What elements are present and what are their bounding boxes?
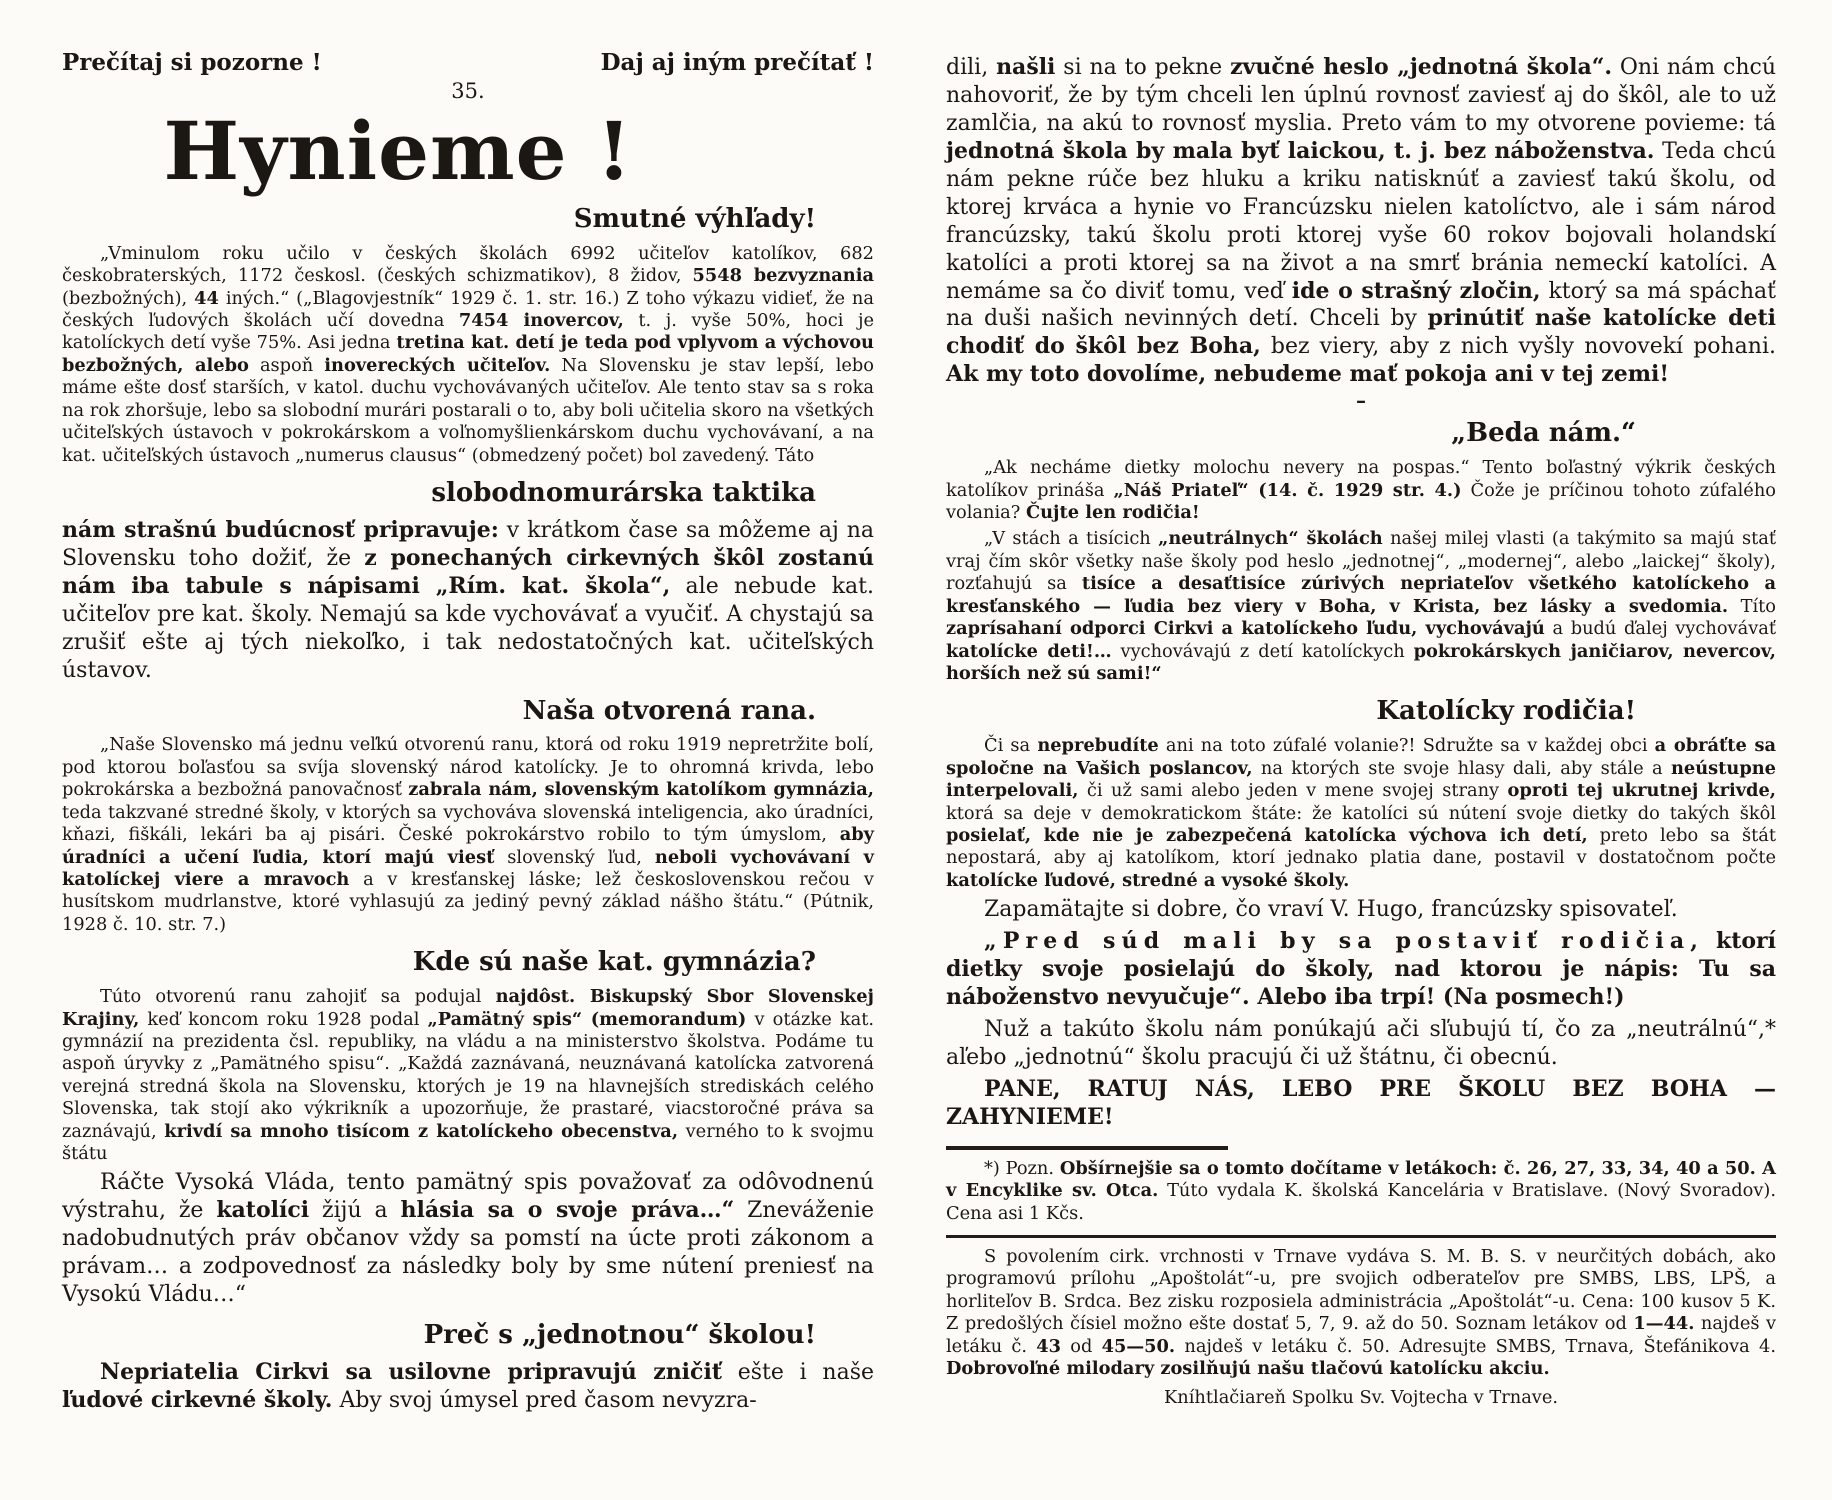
text-run: Títo [1728, 595, 1776, 617]
text-run: preto lebo sa štát nepostará, aby aj katolíkom, ktorí jednako platia dane, postavil v dostatočnom počte [946, 824, 1776, 869]
bold-text-run: pokrokárskych janičiarov, nevercov, horších než sú sami!“ [946, 640, 1776, 684]
bold-text-run: z ponechaných cirkevných škôl zostanú nám iba tabule s nápisami „Rím. kat. škola“, [62, 544, 874, 599]
bold-text-run: katolícke ľudové, stredné a vysoké školy. [946, 869, 1350, 891]
bold-text-run: Dobrovoľné milodary zosilňujú našu tlačovú katolícku akciu. [946, 1358, 1550, 1380]
bold-text-run: neprebudíte [1037, 735, 1159, 757]
text-run: Aby svoj úmysel pred časom nevyzra- [332, 1387, 757, 1413]
text-run: Túto otvorenú ranu zahojiť sa podujal [100, 986, 496, 1008]
text-run: „Vminulom roku učilo v českých školách 6992 učiteľov katolíkov, 682 českobraterských, 1172 českosl. (českých schizmatikov), 8 židov, [62, 242, 874, 287]
text-run: Kníhtlačiareň Spolku Sv. Vojtecha v Trnave. [1163, 1386, 1559, 1408]
bold-text-run: a obráťte sa spoločne na Vašich poslancov, [946, 735, 1776, 779]
paragraph [946, 1016, 1776, 1072]
text-run: v krátkom čase sa môžeme aj na Slovensku toho dožiť, že [62, 517, 874, 571]
section-heading: Preč s „jednotnou“ školou! [423, 1320, 816, 1351]
bold-text-run: oproti tej ukrutnej krivde, [1507, 780, 1776, 802]
bold-text-run: katolíci [216, 1197, 310, 1224]
bold-text-run: krivdí sa mnoho tisícom z katolíckeho obecenstva, [164, 1120, 679, 1142]
section-heading: slobodnomurárska taktika [431, 478, 816, 508]
text-run: iných.“ („Blagovjestník“ 1929 č. 1. str. 16.) Z toho výkazu vidieť, že na českých ľudových školách učí dovedna [62, 287, 874, 332]
paragraph [62, 243, 874, 467]
text-run: ktorá sa deje v demokratickom štáte: že katolíci sú nútení svoje dietky do takých škôl [946, 802, 1776, 824]
text-run: verného to k svojmu štátu [62, 1120, 874, 1165]
bold-text-run: jednotná škola by mala byť laickou, t. j. bez náboženstva. [946, 137, 1655, 164]
separator-dash: – [1356, 388, 1366, 413]
text-run: keď koncom roku 1928 podal [139, 1008, 428, 1030]
text-run: Zapamätajte si dobre, čo vraví V. Hugo, francúzsky spisovateľ. [984, 897, 1678, 923]
section-heading: „Beda nám.“ [1451, 418, 1636, 449]
bold-text-run: nám strašnú budúcnosť pripravuje: [62, 516, 499, 543]
bold-text-run: Ak my toto dovolíme, nebudeme mať pokoja ani v tej zemi! [946, 361, 1670, 388]
page-title: Hynieme ! [163, 104, 633, 199]
text-run: najdeš v letáku č. 50. Adresujte SMBS, Trnava, Štefánikova 4. [1175, 1335, 1776, 1357]
bold-text-run: zabrala nám, slovenským katolíkom gymnázia, [408, 779, 875, 801]
text-run: od [1061, 1335, 1102, 1357]
section-heading: Naša otvorená rana. [522, 695, 816, 726]
bold-text-run: prinútiť naše katolícke deti chodiť do škôl bez Boha, [946, 305, 1776, 360]
text-run: vychovávajú z detí katolíckych [1111, 640, 1414, 662]
text-run: najdeš v letáku č. [946, 1313, 1777, 1357]
paragraph [946, 457, 1776, 524]
bold-text-run: ktorí dietky svoje posielajú do školy, nad ktorou je nápis: Tu sa náboženstvo nevyučuje“. Alebo iba trpí! (Na posmech!) [946, 928, 1777, 1011]
bold-text-run: ľudové cirkevné školy. [62, 1386, 333, 1413]
bold-text-run: PANE, RATUJ NÁS, LEBO PRE ŠKOLU BEZ BOHA — ZAHYNIEME! [946, 1075, 1776, 1130]
text-run: si na to pekne [1055, 55, 1231, 80]
bold-text-run: neboli vychovávaní v katolíckej viere a mravoch [62, 846, 874, 890]
header-right-note: Daj aj iným prečítať ! [600, 49, 874, 76]
bold-text-run: inovereckých učiteľov. [324, 354, 551, 376]
text-run: dili, [946, 55, 997, 80]
text-run: Nuž a takúto školu nám ponúkajú ači sľubujú tí, čo za „neutrálnú“,* aľebo „jednotnú“ školu pracujú či už štátnu, či obecnú. [946, 1016, 1776, 1070]
text-run: a budú ďalej vychovávať [1544, 618, 1776, 640]
text-run: ani na toto zúfalé volanie?! Sdružte sa v každej obci [1158, 735, 1655, 757]
text-run: „Ak necháme dietky molochu nevery na pospas.“ Tento boľastný výkrik českých katolíkov prináša [946, 457, 1776, 501]
page-number: 35. [451, 79, 485, 104]
bold-text-run: najdôst. Biskupský Sbor Slovenskej Krajiny, [62, 986, 874, 1030]
text-run: (bezbožných), [62, 287, 195, 309]
text-run: Na Slovensku je stav lepší, lebo máme ešte dosť starších, v katol. duchu vychovávaných učiteľov. Ale tento stav sa s roka na rok zhoršuje, lebo sa slobodní murári postarali o to, aby boli učitelia skoro na všetkých učiteľských ústavoch v pokrokárskom a voľnomyšlienkárskom duchu vychovávaní, a na kat. učiteľských ústavoch „numerus clausus“ (obmedzený počet) bol zavedený. Táto [62, 354, 875, 466]
paragraph [62, 1359, 874, 1415]
bold-text-run: tisíce a desaťtisíce zúrivých nepriateľov všetkého katolíckeho a kresťanského — ľudia bez viery v Boha, v Krista, bez lásky a svedomia. [946, 573, 1776, 617]
bold-text-run: ide o strašný zločin, [1291, 277, 1541, 304]
paragraph [62, 734, 874, 936]
text-run: Čože je príčinou tohoto zúfalého volania? [946, 479, 1776, 523]
text-run: teda takzvané stredné školy, v ktorých sa vychováva slovenská inteligencia, ako úradníci, kňazi, fiškáli, lekári ba aj pisári. České pokrokárstvo robilo to tým úmyslom, [62, 801, 874, 846]
bold-text-run: zvučné heslo „jednotná škola“. [1230, 54, 1613, 80]
paragraph [62, 517, 874, 685]
bold-text-run: aby úradníci a učení ľudia, ktorí majú viesť [62, 824, 874, 868]
right-column [946, 54, 1776, 1413]
bold-text-run: katolícke deti!… [946, 640, 1112, 662]
text-run: bez viery, aby z nich vyšly novovekí pohani. [1260, 334, 1777, 360]
text-run: či už sami alebo jeden v mene svojej strany [1078, 780, 1508, 802]
paragraph [62, 986, 874, 1165]
bold-text-run: Čujte len rodičia! [1025, 501, 1200, 523]
text-run: „Naše Slovensko má jednu veľkú otvorenú ranu, ktorá od roku 1919 nepretržite bolí, pod ktorou boľasťou sa svíja slovenský národ katolícky. Je to ohromná krivda, lebo pokrokárska a bezbožná panovačnosť [62, 734, 874, 801]
footnote [946, 1158, 1776, 1225]
left-column [62, 50, 874, 1419]
paragraph [62, 1169, 874, 1309]
bold-text-run: 43 [1036, 1335, 1062, 1357]
bold-text-run: „Pamätný spis“ (memorandum) [427, 1008, 747, 1030]
header-left-note: Prečítaj si pozorne ! [62, 49, 322, 76]
text-run: t. j. vyše 50%, hoci je katolíckych detí vyše 75%. Asi jedna [62, 310, 874, 354]
text-run: ale nebude kat. učiteľov pre kat. školy. Nemajú sa kde vychovávať a vyučiť. A chystajú sa zrušiť ešte aj tých niekoľko, i tak nedostatočných kat. učiteľských ústavov. [62, 573, 874, 683]
bold-text-run: 44 [194, 287, 219, 309]
bold-text-run: posielať, kde nie je zabezpečená katolícka výchova ich detí, [946, 824, 1588, 846]
bold-text-run: tretina kat. detí je teda pod vplyvom a výchovou bezbožných, alebo [62, 332, 874, 376]
text-run: žijú a [309, 1198, 401, 1224]
bold-text-run: „Náš Priateľ“ (14. č. 1929 str. 4.) [1113, 479, 1462, 501]
section-heading: Katolícky rodičia! [1376, 696, 1636, 727]
text-run: a v kresťanskej láske; lež československou rečou v husítskom mudrlanstve, ktoré vyhlasujú za jediný pevný základ nášho štátu.“ (Pútnik, 1928 č. 10. str. 7.) [62, 868, 874, 935]
bold-text-run: „neutrálnych“ školách [1158, 528, 1383, 550]
text-run: Či sa [984, 735, 1038, 757]
text-run: ešte i naše [721, 1360, 875, 1386]
bold-text-run: neústupne interpelovali, [946, 757, 1776, 802]
text-run: aspoň [248, 354, 325, 376]
printer-line [946, 1387, 1776, 1409]
bold-text-run: Nepriatelia Cirkvi sa usilovne pripravujú zničiť [100, 1359, 722, 1386]
divider-rule [946, 1235, 1776, 1238]
section-heading: Kde sú naše kat. gymnázia? [412, 947, 816, 978]
bold-text-run: 1—44. [1633, 1313, 1695, 1335]
text-run: v otázke kat. gymnázií na prezidenta čsl. republiky, na vládu a na ministerstvo školstva. Podáme tu aspoň úryvky z „Pamätného spisu“. „Každá zaznávaná, neuznávaná katolícka zatvorená verejná stredná škola na Slovensku, ktorých je 19 na hlavnejších strediskách celého Slovenska, tak stojí ako výkrikník a upozorňuje, že prastaré, viacstoročné práva sa zaznávajú, [62, 1008, 875, 1142]
divider-rule [946, 1146, 1228, 1150]
text-run: S povolením cirk. vrchnosti v Trnave vydáva S. M. B. S. v neurčitých dobách, ako programovú prílohu „Apoštolát“-u, pre svojich odberateľov pre SMBS, LBS, LPŠ, a horliteľov B. Srdca. Bez zisku rozposiela administrácia „Apoštolát“-u. Cena: 100 kusov 5 K. Z predošlých čísiel možno ešte dostať 5, 7, 9. až do 50. Soznam letákov od [946, 1245, 1776, 1335]
left-column-blocks [62, 205, 874, 1415]
bold-text-run: „Pred súd mali by sa postaviť rodičia, [984, 928, 1705, 955]
text-run: na ktorých ste svoje hlasy dali, aby stále a [1252, 757, 1671, 779]
text-run: Oni nám chcú nahovoriť, že by tým chceli len úplnú rovnosť zaviesť aj do škôl, ale to už zamlčia, na akú to rovnosť myslia. Preto vám to my otvorene povieme: tá [946, 55, 1776, 136]
text-run: ktorý sa má spáchať na duši našich nevinných detí. Chceli by [946, 278, 1777, 332]
bold-text-run: 5548 bezvyznania [692, 265, 874, 287]
text-run: „V stách a tisícich [984, 528, 1159, 550]
page-header [62, 50, 874, 75]
bold-text-run: 45—50. [1101, 1335, 1176, 1357]
bold-text-run: našli [996, 54, 1056, 80]
bold-text-run: 7454 inovercov, [458, 310, 624, 332]
text-run: Teda chcú nám pekne rúče bez hluku a kriku natisknúť a zaviesť takú školu, od ktorej krváca a hynie vo Francúzsku nielen katolíctvo, ale i sám národ francúzsky, takú školu proti ktorej vyše 60 rokov bojovali holandskí katolíci a proti ktorej sa na život a na smrť bránia nemeckí katolíci. A nemáme sa čo diviť tomu, veď [946, 138, 1776, 304]
text-run: slovenský ľud, [494, 846, 655, 868]
paragraph [946, 54, 1776, 389]
bold-text-run: hlásia sa o svoje práva…“ [400, 1197, 735, 1224]
paragraph [946, 896, 1776, 924]
closing-appeal [946, 1076, 1776, 1132]
paragraph [946, 735, 1776, 892]
text-run: Zneváženie nadobudnutých práv občanov vždy sa pomstí na úcte proti zákonom a právam… a zodpovednosť za následky boly by sme nútení preniesť na Vysokú Vládu…“ [62, 1198, 874, 1308]
imprint [946, 1246, 1776, 1381]
text-run: *) Pozn. [984, 1157, 1060, 1179]
bold-text-run: zaprísahaní odporci Cirkvi a katolíckeho ľudu, vychovávajú [946, 618, 1545, 640]
text-run: našej milej vlasti (a takýmito sa majú stať vraj čím skôr všetky naše školy pod heslo „jednotnej“, „modernej“, alebo „laickej“ školy), rozťahujú sa [946, 528, 1777, 595]
bold-text-run: Obšírnejšie sa o tomto dočítame v letákoch: č. 26, 27, 33, 34, 40 a 50. A v Encyklike sv. Otca. [946, 1157, 1776, 1202]
paragraph [946, 528, 1776, 685]
section-heading: Smutné výhľady! [573, 203, 816, 234]
paragraph [946, 928, 1776, 1012]
text-run: Túto vydala K. školská Kancelária v Bratislave. (Nový Svoradov). Cena asi 1 Kčs. [946, 1180, 1776, 1224]
text-run: Ráčte Vysoká Vláda, tento pamätný spis považovať za odôvodnenú výstrahu, že [62, 1170, 874, 1224]
